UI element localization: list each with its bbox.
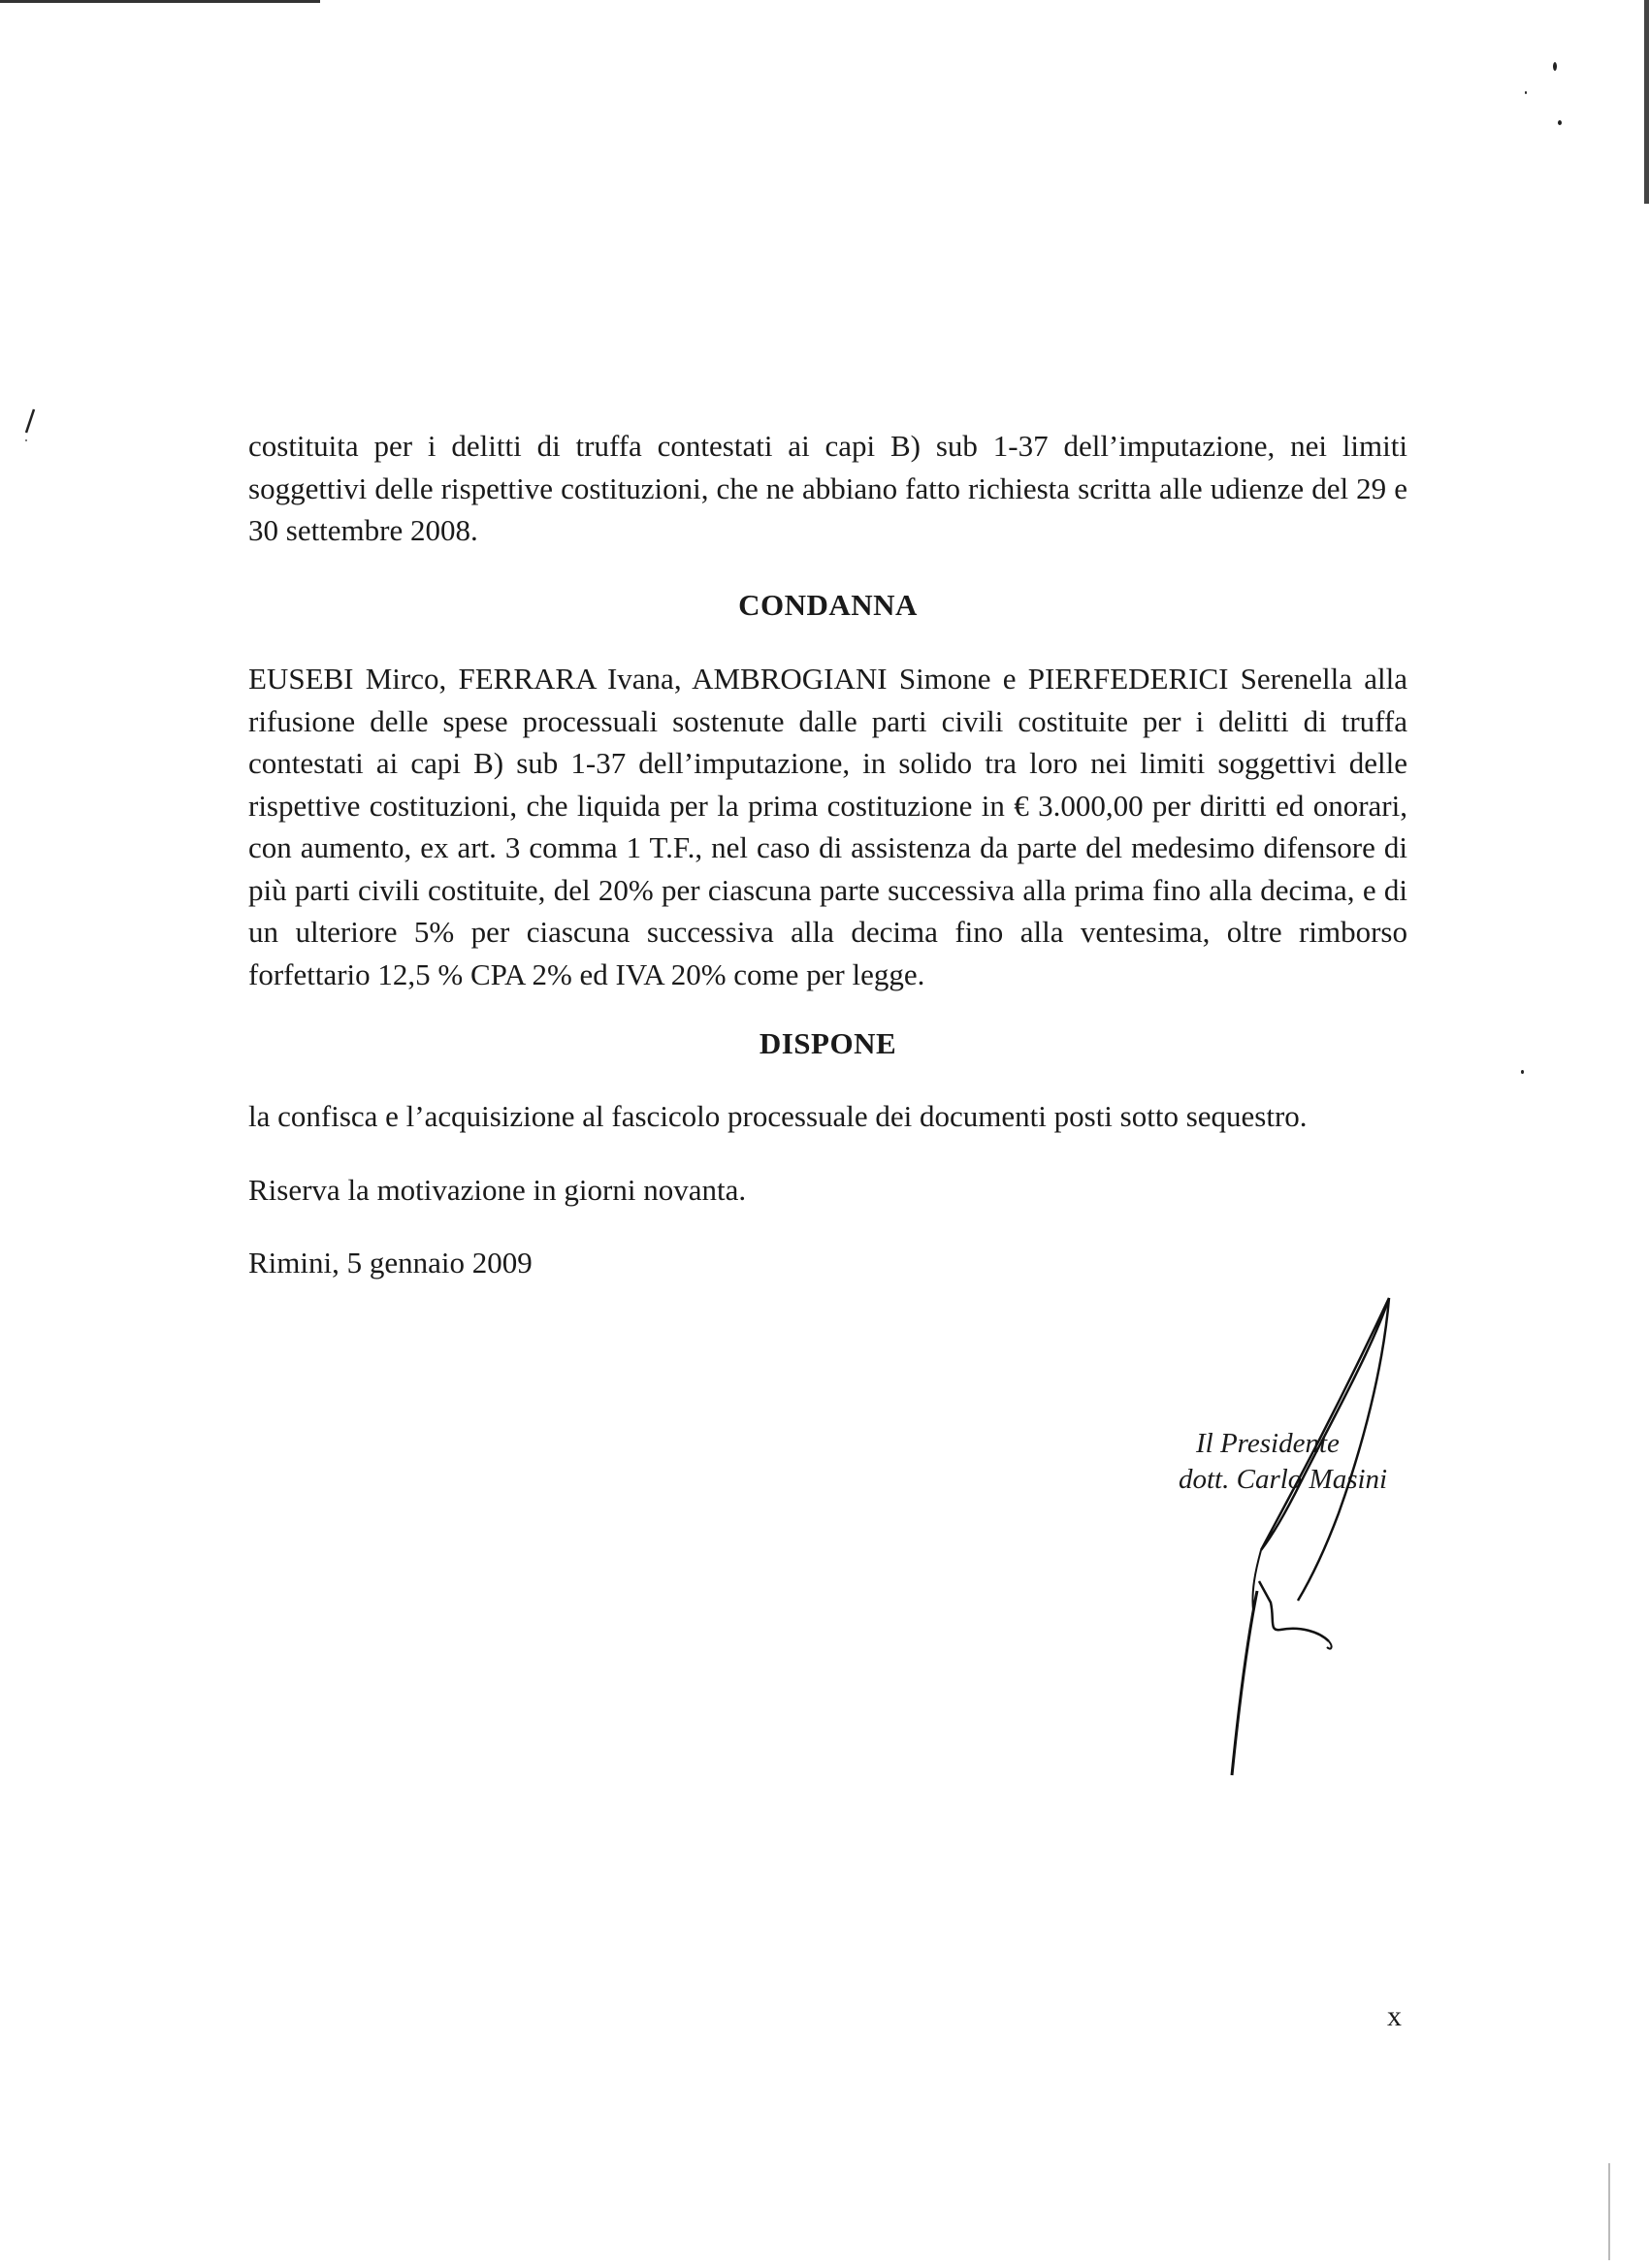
scan-artifact-right-edge-low bbox=[1608, 2163, 1610, 2260]
handwritten-signature bbox=[1164, 1290, 1416, 1785]
scan-artifact-top-line bbox=[0, 0, 320, 3]
signature-title: Il Presidente bbox=[1196, 1428, 1340, 1459]
scan-speck bbox=[1525, 91, 1527, 94]
paragraph-riserva: Riserva la motivazione in giorni novanta. bbox=[248, 1173, 747, 1207]
scan-speck bbox=[1521, 1070, 1524, 1074]
place-date: Rimini, 5 gennaio 2009 bbox=[248, 1245, 533, 1280]
scan-speck bbox=[1553, 62, 1557, 71]
scan-artifact-right-edge bbox=[1644, 0, 1649, 204]
margin-slash-mark bbox=[21, 407, 39, 444]
page-mark: x bbox=[1387, 2000, 1402, 2032]
heading-condanna: CONDANNA bbox=[738, 587, 918, 622]
paragraph-condanna: EUSEBI Mirco, FERRARA Ivana, AMBROGIANI Simone e PIERFEDERICI Serenella alla rifusione delle spese processuali sostenute dalle parti civili costituite per i delitti di truffa contestati ai capi B) sub 1-37 dell’imputazione, in solido tra loro nei limiti soggettivi delle rispettive costituzioni, che liquida per la prima costituzione in € 3.000,00 per diritti ed onorari, con aumento, ex art. 3 comma 1 T.F., nel caso di assistenza da parte del medesimo difensore di più parti civili costituite, del 20% per ciascuna parte successiva alla prima fino alla decima, e di un ulteriore 5% per ciascuna successiva alla decima fino alla ventesima, oltre rimborso forfettario 12,5 % CPA 2% ed IVA 20% come per legge. bbox=[248, 662, 1407, 991]
heading-dispone: DISPONE bbox=[759, 1026, 897, 1060]
paragraph-dispone: la confisca e l’acquisizione al fascicolo processuale dei documenti posti sotto sequestro. bbox=[248, 1098, 1308, 1133]
document-body bbox=[248, 425, 1407, 1283]
signature-name: dott. Carlo Masini bbox=[1179, 1464, 1388, 1495]
paragraph-costituita: costituita per i delitti di truffa contestati ai capi B) sub 1-37 dell’imputazione, nei limiti soggettivi delle rispettive costituzioni, che ne abbiano fatto richiesta scritta alle udienze del 29 e 30 settembre 2008. bbox=[248, 429, 1407, 547]
scan-speck bbox=[1558, 120, 1562, 125]
